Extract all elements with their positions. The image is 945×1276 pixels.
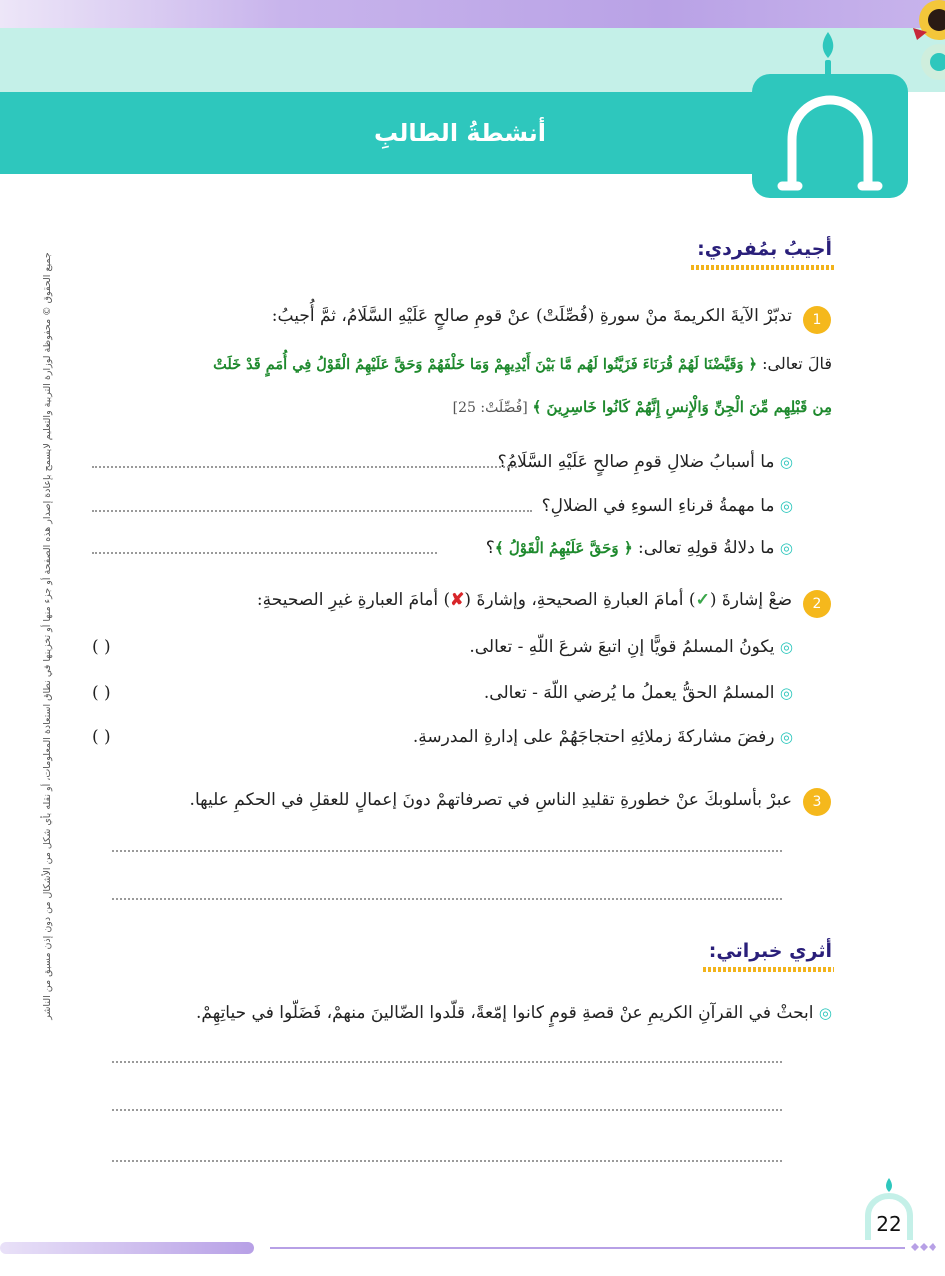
check-mark-icon: ✓: [695, 590, 710, 610]
q2-statement: [413, 727, 793, 747]
enrichment-text: ابحثْ في القرآنِ الكريمِ عنْ قصةِ قومٍ كانوا إمّعةً، قلّدوا الضّالينَ منهمْ، فَضَلّوا في حياتِهِمْ.: [196, 1003, 814, 1023]
page-number: 22: [876, 1212, 902, 1236]
quran-verse-quote: ﴿ وَحَقَّ عَلَيْهِمُ الْقَوْلُ ﴾: [494, 539, 633, 557]
answer-box[interactable]: ( ): [92, 683, 111, 703]
q2-prompt-part: ضعْ إشارةَ (: [709, 590, 792, 610]
quran-verse-part1: ﴿ وَقَيَّضْنَا لَهُمْ قُرَنَاءَ فَزَيَّنُوا لَهُم مَّا بَيْنَ أَيْدِيهِمْ وَمَا خَلْفَهُمْ وَحَقَّ عَلَيْهِمُ الْقَوْلُ فِي أُمَمٍ قَدْ خَلَتْ: [213, 356, 758, 373]
answer-line[interactable]: [92, 510, 532, 512]
enrichment-prompt: [196, 1003, 832, 1023]
q2-prompt: [257, 590, 792, 610]
q1-prompt: تدبّرْ الآيةَ الكريمةَ منْ سورةِ (فُصِّلَتْ) عنْ قومِ صالحٍ عَلَيْهِ السَّلَامُ، ثمَّ أُجيبُ:: [271, 306, 792, 326]
sub-question-text: ما أسبابُ ضلالِ قومِ صالحٍ عَلَيْهِ السَّلَامُ؟: [497, 452, 775, 472]
mosque-emblem: [752, 74, 908, 198]
q3-prompt: عبرْ بأسلوبكَ عنْ خطورةِ تقليدِ الناسِ في تصرفاتهمْ دونَ إعمالٍ للعقلِ في الحكمِ عليها.: [189, 790, 792, 810]
cross-mark-icon: ✘: [450, 590, 465, 610]
question-mark: ؟: [485, 538, 495, 558]
footer-bar: [0, 1242, 254, 1254]
q1-verse-line1: [213, 354, 832, 373]
question-number-badge: 1: [803, 306, 831, 334]
footer-dots-icon: [906, 1240, 936, 1254]
q2-statement: [469, 637, 793, 657]
answer-line[interactable]: [112, 1160, 782, 1162]
q2-prompt-part: ) أمامَ العبارةِ غيرِ الصحيحةِ:: [256, 590, 451, 610]
verse-reference: [فُصِّلَتْ: 25]: [452, 400, 528, 416]
footer-line: [270, 1247, 905, 1249]
section-heading-individual: أجيبُ بمُفردي:: [697, 238, 832, 266]
bullet-icon: ◎: [779, 453, 793, 471]
bullet-icon: ◎: [779, 728, 793, 746]
q1-verse-line2: [453, 398, 832, 416]
quran-verse-part2: مِن قَبْلِهِم مِّنَ الْجِنِّ وَالْإِنسِ إِنَّهُمْ كَانُوا خَاسِرِينَ ﴾: [532, 398, 832, 416]
answer-line[interactable]: [112, 898, 782, 900]
answer-line[interactable]: [92, 552, 437, 554]
statement-text: رفضَ مشاركةَ زملائِهِ احتجاجَهُمْ على إدارةِ المدرسةِ.: [412, 727, 775, 747]
mosque-arch-icon: [752, 74, 908, 198]
answer-box[interactable]: ( ): [92, 637, 111, 657]
statement-text: يكونُ المسلمُ قويًّا إنِ اتبعَ شرعَ اللّهِ - تعالى.: [469, 637, 775, 657]
header-pattern-band: [0, 0, 945, 28]
q1-sub-question: [486, 538, 793, 558]
verse-intro: قالَ تعالى:: [762, 354, 832, 373]
answer-line[interactable]: [92, 466, 517, 468]
section-heading-enrichment: أثري خبراتي:: [709, 940, 832, 968]
page-title: أنشطةُ الطالبِ: [374, 119, 546, 147]
corner-ornament-icon: [905, 0, 945, 82]
bullet-icon: ◎: [779, 684, 793, 702]
answer-line[interactable]: [112, 1109, 782, 1111]
mosque-finial-icon: [808, 30, 848, 80]
sub-question-text: ما مهمةُ قرناءِ السوءِ في الضلالِ؟: [541, 496, 775, 516]
q1-sub-question: [498, 452, 793, 472]
sub-question-text: ما دلالةُ قولِهِ تعالى:: [638, 538, 775, 558]
q1-sub-question: [542, 496, 793, 516]
bullet-icon: ◎: [779, 539, 793, 557]
bullet-icon: ◎: [818, 1004, 832, 1022]
answer-box[interactable]: ( ): [92, 727, 111, 747]
question-number-badge: 2: [803, 590, 831, 618]
statement-text: المسلمُ الحقُّ يعملُ ما يُرضي اللّهَ - تعالى.: [483, 683, 775, 703]
copyright-side-note: جميع الحقوق © محفوظة لوزارة التربية والتعليم لايسمح بإعادة إصدار هذه الصفحة أو جزء منها أو تخزينها في نطاق استعادة المعلومات، أو نقله بأي شكل من الأشكال من دون إذن مسبق من الناشر: [42, 252, 53, 1020]
question-number-badge: 3: [803, 788, 831, 816]
answer-line[interactable]: [112, 850, 782, 852]
bullet-icon: ◎: [779, 497, 793, 515]
q2-prompt-part: ) أمامَ العبارةِ الصحيحةِ، وإشارةَ (: [464, 590, 696, 610]
answer-line[interactable]: [112, 1061, 782, 1063]
bullet-icon: ◎: [779, 638, 793, 656]
q2-statement: [484, 683, 793, 703]
